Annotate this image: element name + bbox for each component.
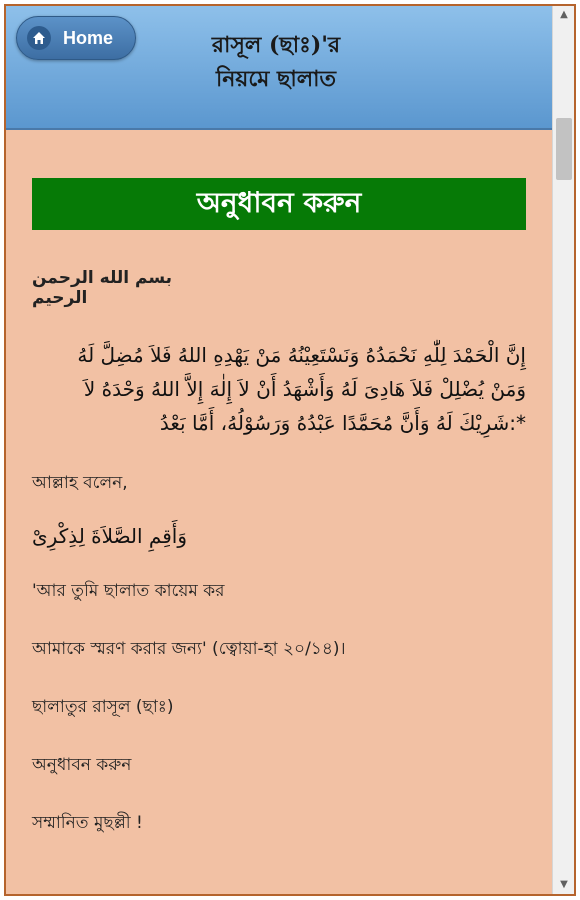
opening-dua <box>32 338 526 440</box>
translation-line-2: আমাকে স্মরণ করার জন্য' (ত্বোয়া-হা ২০/১৪)। <box>32 639 346 659</box>
scroll-down-arrow-icon[interactable]: ▼ <box>560 879 568 890</box>
anudhaban-text: অনুধাবন করুন <box>32 755 132 775</box>
page-title-line1: রাসূল (ছাঃ)'র <box>211 32 341 58</box>
home-button-label: Home <box>63 27 114 48</box>
section-banner: অনুধাবন করুন <box>32 178 526 230</box>
salatur-rasul-text: ছালাতুর রাসূল (ছাঃ) <box>32 697 174 717</box>
bismillah-text: بسم الله الرحمن الرحيم <box>32 268 173 308</box>
allah-says-text: আল্লাহ বলেন, <box>32 473 128 493</box>
page-title-line2: নিয়মে ছালাত <box>215 66 337 92</box>
scroll-up-arrow-icon[interactable]: ▲ <box>560 9 568 20</box>
header-bar <box>6 6 552 130</box>
quran-verse: وَأَقِمِ الصَّلاَةَ لِذِكْرِىْ <box>32 524 188 548</box>
dua-line-3: *:شَرِيْكَ لَهُ وَأَنَّ مُحَمَّدًا عَبْدُهُ وَرَسُوْلُهُ، أَمَّا بَعْدُ <box>159 411 526 435</box>
dua-line-1: إِنَّ الْحَمْدَ لِلّٰهِ نَحْمَدُهُ وَنَسْتَعِيْنُهُ مَنْ يَهْدِهِ اللهُ فَلاَ مُضِلَّ لَهُ <box>77 343 526 367</box>
home-button[interactable] <box>16 16 136 60</box>
scroll-thumb[interactable] <box>556 118 572 180</box>
dua-line-2: وَمَنْ يُضْلِلْ فَلاَ هَادِىَ لَهُ وَأَشْهَدُ أَنْ لاَ إِلٰهَ إِلاَّ اللهُ وَحْدَهُ لاَ <box>83 377 526 401</box>
app-frame <box>4 4 576 896</box>
translation-line-1: 'আর তুমি ছালাত কায়েম কর <box>32 581 225 601</box>
sammanito-musalli-text: সম্মানিত মুছল্লী ! <box>32 813 143 833</box>
page-title <box>176 28 376 96</box>
vertical-scrollbar[interactable] <box>552 6 575 894</box>
main-content <box>32 178 526 838</box>
home-icon <box>27 26 51 50</box>
